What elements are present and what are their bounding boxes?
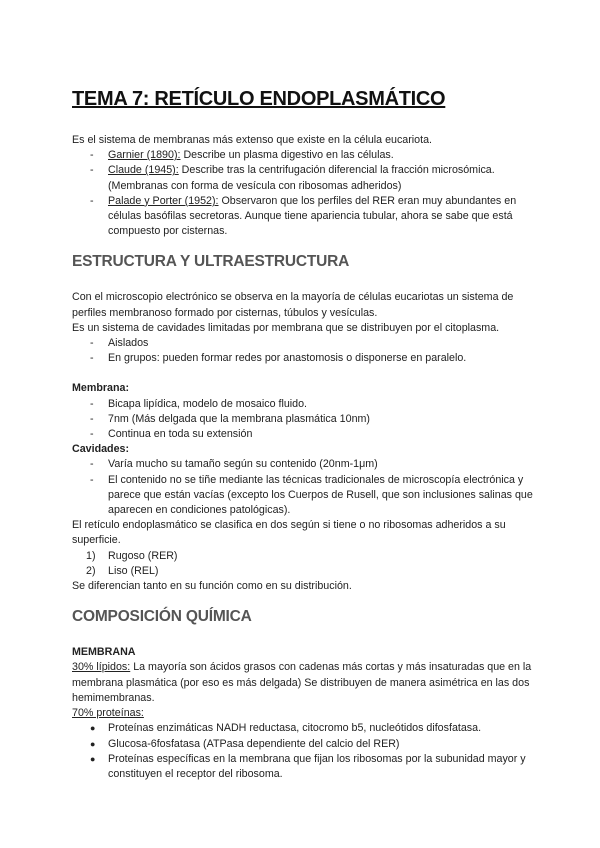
list-item: - En grupos: pueden formar redes por anastomosis o disponerse en paralelo. bbox=[90, 352, 467, 365]
section-heading-estructura: ESTRUCTURA Y ULTRAESTRUCTURA bbox=[72, 253, 350, 271]
list-item: - Varía mucho su tamaño según su contenido (20nm-1μm) bbox=[90, 458, 378, 471]
intro-list bbox=[72, 148, 550, 239]
distribution-list bbox=[72, 336, 550, 366]
list-item: ● Proteínas enzimáticas NADH reductasa, citocromo b5, nucleótidos difosfatasa. bbox=[90, 722, 482, 735]
list-item: - El contenido no se tiñe mediante las técnicas tradicionales de microscopía electrónica y parece que están vacías (excepto los Cuerpos de Rusell, que son inclusiones salinas que aparecen en condiciones patológicas). bbox=[90, 473, 533, 517]
list-item: - 7nm (Más delgada que la membrana plasmática 10nm) bbox=[90, 412, 370, 425]
proteinas-label: 70% proteínas: bbox=[72, 707, 144, 720]
lipidos-paragraph: 30% lípidos: La mayoría son ácidos grasos con cadenas más cortas y más insaturadas que en la membrana plasmática (por eso es más delgada) Se distribuyen de manera asimétrica en las dos hemimembranas. bbox=[72, 661, 532, 704]
paragraph: El retículo endoplasmático se clasifica en dos según si tiene o no ribosomas adheridos a su superficie. bbox=[72, 519, 506, 547]
list-item: 2) Liso (REL) bbox=[86, 564, 159, 577]
list-item: 1) Rugoso (RER) bbox=[86, 549, 178, 562]
membrana-label: Membrana: bbox=[72, 382, 130, 395]
list-item: - Claude (1945): Describe tras la centrifugación diferencial la fracción microsómica. (Membranas con forma de vesícula con ribosomas adheridos) bbox=[90, 164, 495, 192]
membrana-subheading: MEMBRANA bbox=[72, 646, 136, 659]
paragraph: Es un sistema de cavidades limitadas por membrana que se distribuyen por el citoplasma. bbox=[72, 321, 500, 334]
paragraph: Se diferencian tanto en su función como en su distribución. bbox=[72, 580, 352, 593]
page-title: TEMA 7: RETÍCULO ENDOPLASMÁTICO bbox=[72, 88, 446, 110]
list-item: - Continua en toda su extensión bbox=[90, 428, 253, 441]
paragraph: Con el microscopio electrónico se observa en la mayoría de células eucariotas un sistema de perfiles membranoso formado por cisternas, túbulos y vesículas. bbox=[72, 291, 514, 319]
list-item: - Aislados bbox=[90, 337, 149, 350]
list-item: ● Glucosa-6fosfatasa (ATPasa dependiente del calcio del RER) bbox=[90, 737, 400, 750]
membrana-list bbox=[72, 397, 550, 443]
types-list bbox=[72, 549, 550, 579]
list-item: - Bicapa lipídica, modelo de mosaico fluido. bbox=[90, 397, 308, 410]
intro-text: Es el sistema de membranas más extenso que existe en la célula eucariota. bbox=[72, 134, 432, 146]
cavidades-label: Cavidades: bbox=[72, 443, 130, 456]
section-heading-composicion: COMPOSICIÓN QUÍMICA bbox=[72, 608, 252, 626]
list-item: - Palade y Porter (1952): Observaron que los perfiles del RER eran muy abundantes en células basófilas secretoras. Aunque tiene apariencia tubular, ahora se sabe que está compuesto por cisternas. bbox=[90, 194, 517, 238]
cavidades-list bbox=[72, 457, 550, 518]
list-item: ● Proteínas específicas en la membrana que fijan los ribosomas por la subunidad mayor y constituyen el receptor del ribosoma. bbox=[90, 752, 526, 780]
proteinas-list bbox=[72, 721, 550, 782]
list-item: - Garnier (1890): Describe un plasma digestivo en las células. bbox=[90, 149, 394, 162]
